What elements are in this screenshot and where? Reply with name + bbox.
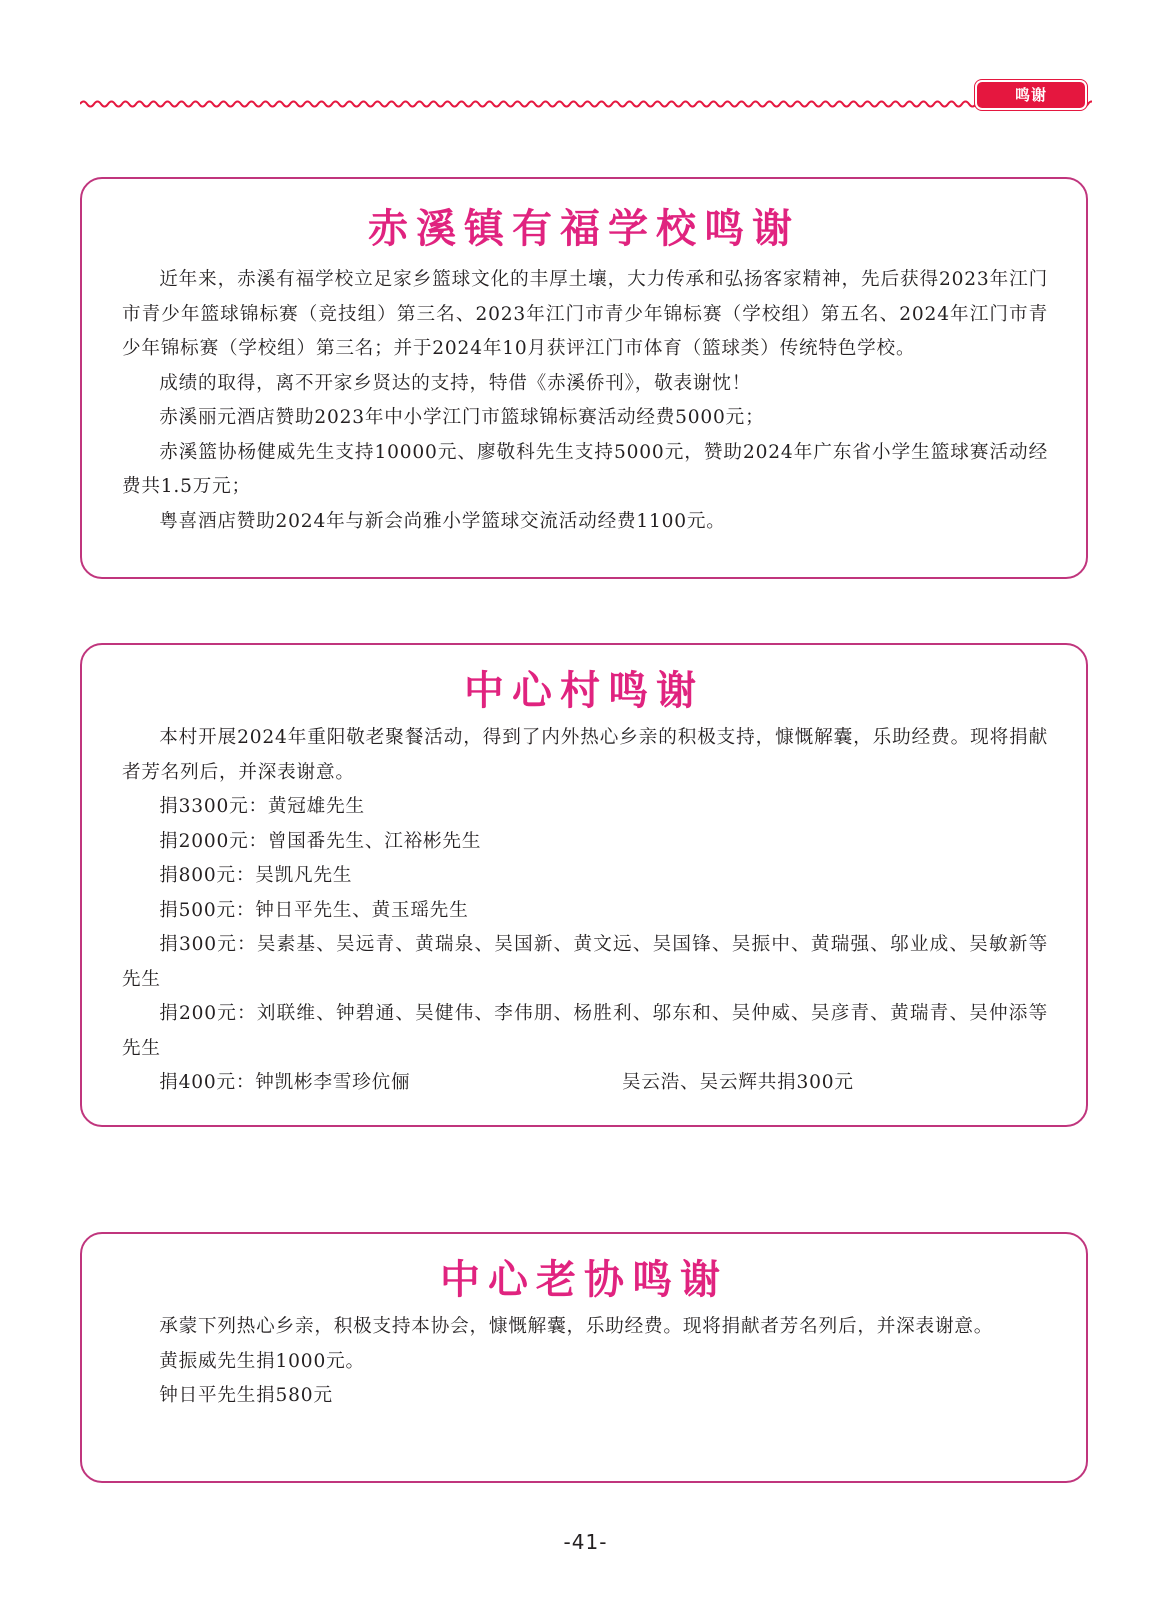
village-thanks-card <box>80 643 1088 1127</box>
school-thanks-body <box>82 263 1086 539</box>
donation-entry-two-column <box>122 1066 1048 1101</box>
header-wave-divider <box>80 96 1092 112</box>
donation-entry: 钟日平先生捐580元 <box>159 1385 333 1406</box>
school-thanks-paragraph: 近年来，赤溪有福学校立足家乡篮球文化的丰厚土壤，大力传承和弘扬客家精神，先后获得2023年江门市青少年篮球锦标赛（竞技组）第三名、2023年江门市青少年锦标赛（学校组）第五名、2024年江门市青少年锦标赛（学校组）第三名；并于2024年10月获评江门市体育（篮球类）传统特色学校。 <box>122 269 1048 359</box>
school-thanks-title: 赤溪镇有福学校鸣谢 <box>368 206 800 252</box>
village-thanks-title: 中心村鸣谢 <box>464 668 704 714</box>
donation-entry: 捐2000元：曾国番先生、江裕彬先生 <box>159 830 482 852</box>
school-thanks-paragraph: 赤溪篮协杨健威先生支持10000元、廖敬科先生支持5000元，赞助2024年广东省小学生篮球赛活动经费共1.5万元； <box>122 441 1048 497</box>
village-thanks-body <box>82 721 1086 1101</box>
elderly-assoc-thanks-body <box>82 1310 1086 1414</box>
page-number: -41- <box>563 1530 608 1554</box>
donation-entry: 捐200元：刘联维、钟碧通、吴健伟、李伟朋、杨胜利、邬东和、吴仲威、吴彦青、黄瑞青、吴仲添等先生 <box>122 1003 1048 1059</box>
elderly-assoc-thanks-card <box>80 1232 1088 1483</box>
donation-entry: 黄振威先生捐1000元。 <box>159 1350 365 1372</box>
school-thanks-paragraph: 成绩的取得，离不开家乡贤达的支持，特借《赤溪侨刊》，敬表谢忱！ <box>159 372 752 394</box>
section-tab-label: 鸣谢 <box>975 80 1087 110</box>
elderly-assoc-thanks-title: 中心老协鸣谢 <box>440 1257 728 1303</box>
donation-entry-right: 吴云浩、吴云辉共捐300元 <box>622 1072 854 1093</box>
donation-entry: 捐300元：吴素基、吴远青、黄瑞泉、吴国新、黄文远、吴国锋、吴振中、黄瑞强、邬业成、吴敏新等先生 <box>122 934 1048 990</box>
school-thanks-paragraph: 粤喜酒店赞助2024年与新会尚雅小学篮球交流活动经费1100元。 <box>159 510 726 532</box>
donation-entry: 捐800元：吴凯凡先生 <box>159 865 353 886</box>
donation-entry: 捐500元：钟日平先生、黄玉瑶先生 <box>159 899 469 921</box>
donation-entry-left: 捐400元：钟凯彬李雪珍伉俪 <box>159 1072 411 1093</box>
school-thanks-paragraph: 赤溪丽元酒店赞助2023年中小学江门市篮球锦标赛活动经费5000元； <box>159 407 765 428</box>
school-thanks-card <box>80 177 1088 579</box>
elderly-assoc-intro: 承蒙下列热心乡亲，积极支持本协会，慷慨解囊，乐助经费。现将捐献者芳名列后，并深表谢意。 <box>159 1316 994 1337</box>
donation-entry: 捐3300元：黄冠雄先生 <box>159 796 365 817</box>
village-thanks-intro: 本村开展2024年重阳敬老聚餐活动，得到了内外热心乡亲的积极支持，慷慨解囊，乐助经费。现将捐献者芳名列后，并深表谢意。 <box>122 727 1048 783</box>
